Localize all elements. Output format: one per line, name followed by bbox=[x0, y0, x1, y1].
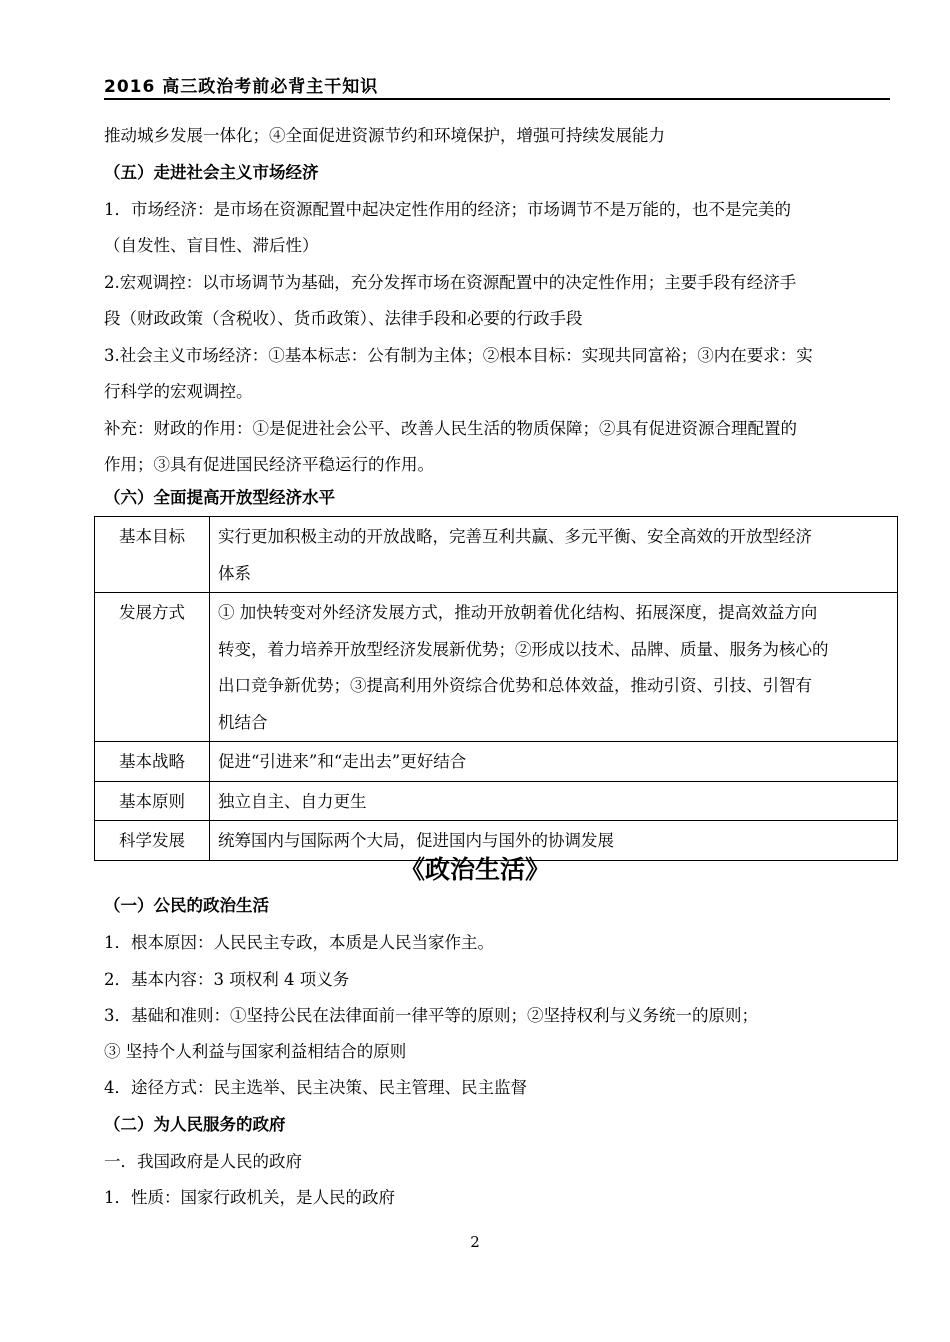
row-value-line: 出口竞争新优势；③提高利用外资综合优势和总体效益，推动引资、引技、引智有 bbox=[218, 676, 812, 695]
row-value-line: 机结合 bbox=[218, 712, 268, 732]
row-value bbox=[210, 781, 898, 821]
row-value-line: 促进“引进来”和“走出去”更好结合 bbox=[218, 752, 467, 771]
row-value-line: 独立自主、自力更生 bbox=[218, 791, 367, 811]
row-value-line: ① 加快转变对外经济发展方式，推动开放朝着优化结构、拓展深度，提高效益方向 bbox=[218, 603, 818, 622]
section-1-heading: （一）公民的政治生活 bbox=[104, 896, 269, 915]
row-value-line: 转变，着力培养开放型经济发展新优势；②形成以技术、品牌、质量、服务为核心的 bbox=[218, 639, 829, 659]
table-row bbox=[95, 517, 898, 593]
section-2-heading: （二）为人民服务的政府 bbox=[104, 1115, 286, 1134]
item-3-line-1: 3.社会主义市场经济：①基本标志：公有制为主体；②根本目标：实现共同富裕；③内在要求：实 bbox=[104, 346, 813, 365]
supplement-line-2: 作用；③具有促进国民经济平稳运行的作用。 bbox=[104, 455, 434, 474]
row-value bbox=[210, 593, 898, 742]
item-1-line-1: 1．市场经济：是市场在资源配置中起决定性作用的经济；市场调节不是万能的，也不是完美的 bbox=[104, 200, 791, 219]
section-6-heading: （六）全面提高开放型经济水平 bbox=[104, 488, 335, 507]
politics-chapter-title: 《政治生活》 bbox=[399, 855, 550, 884]
government-subheading: 一．我国政府是人民的政府 bbox=[104, 1152, 302, 1171]
row-value-line: 体系 bbox=[218, 563, 251, 583]
row-key: 基本战略 bbox=[95, 742, 210, 782]
row-key: 科学发展 bbox=[95, 821, 210, 861]
open-economy-table bbox=[94, 516, 898, 861]
item-2-line-1: 2.宏观调控：以市场调节为基础，充分发挥市场在资源配置中的决定性作用；主要手段有经济手 bbox=[104, 273, 797, 292]
row-value bbox=[210, 742, 898, 782]
citizen-item-3-line-1: 3．基础和准则：①坚持公民在法律面前一律平等的原则；②坚持权利与义务统一的原则； bbox=[104, 1006, 758, 1025]
row-key: 基本目标 bbox=[95, 517, 210, 593]
item-1-line-2: （自发性、盲目性、滞后性） bbox=[104, 236, 319, 255]
row-value-line: 实行更加积极主动的开放战略，完善互利共赢、多元平衡、安全高效的开放型经济 bbox=[218, 527, 812, 546]
citizen-item-1: 1．根本原因：人民民主专政，本质是人民当家作主。 bbox=[104, 933, 494, 952]
table-row bbox=[95, 593, 898, 742]
row-value-line: 统筹国内与国际两个大局，促进国内与国外的协调发展 bbox=[218, 831, 614, 850]
paragraph-continuation: 推动城乡发展一体化；④全面促进资源节约和环境保护，增强可持续发展能力 bbox=[104, 126, 665, 145]
table-row bbox=[95, 781, 898, 821]
item-2-line-2: 段（财政政策（含税收）、货币政策）、法律手段和必要的行政手段 bbox=[104, 309, 583, 328]
page-header-title: 2016 高三政治考前必背主干知识 bbox=[104, 76, 890, 100]
citizen-item-2: 2．基本内容：3 项权利 4 项义务 bbox=[104, 970, 350, 989]
section-5-heading: （五）走进社会主义市场经济 bbox=[104, 163, 319, 182]
citizen-item-4: 4．途径方式：民主选举、民主决策、民主管理、民主监督 bbox=[104, 1078, 527, 1097]
citizen-item-3-line-2: ③ 坚持个人利益与国家利益相结合的原则 bbox=[104, 1042, 407, 1061]
supplement-line-1: 补充：财政的作用：①是促进社会公平、改善人民生活的物质保障；②具有促进资源合理配置的 bbox=[104, 419, 797, 438]
row-key: 发展方式 bbox=[95, 593, 210, 742]
table-row bbox=[95, 742, 898, 782]
row-value bbox=[210, 517, 898, 593]
item-3-line-2: 行科学的宏观调控。 bbox=[104, 382, 253, 401]
row-key: 基本原则 bbox=[95, 781, 210, 821]
page-number: 2 bbox=[470, 1233, 480, 1251]
government-item-1: 1．性质：国家行政机关，是人民的政府 bbox=[104, 1188, 395, 1207]
